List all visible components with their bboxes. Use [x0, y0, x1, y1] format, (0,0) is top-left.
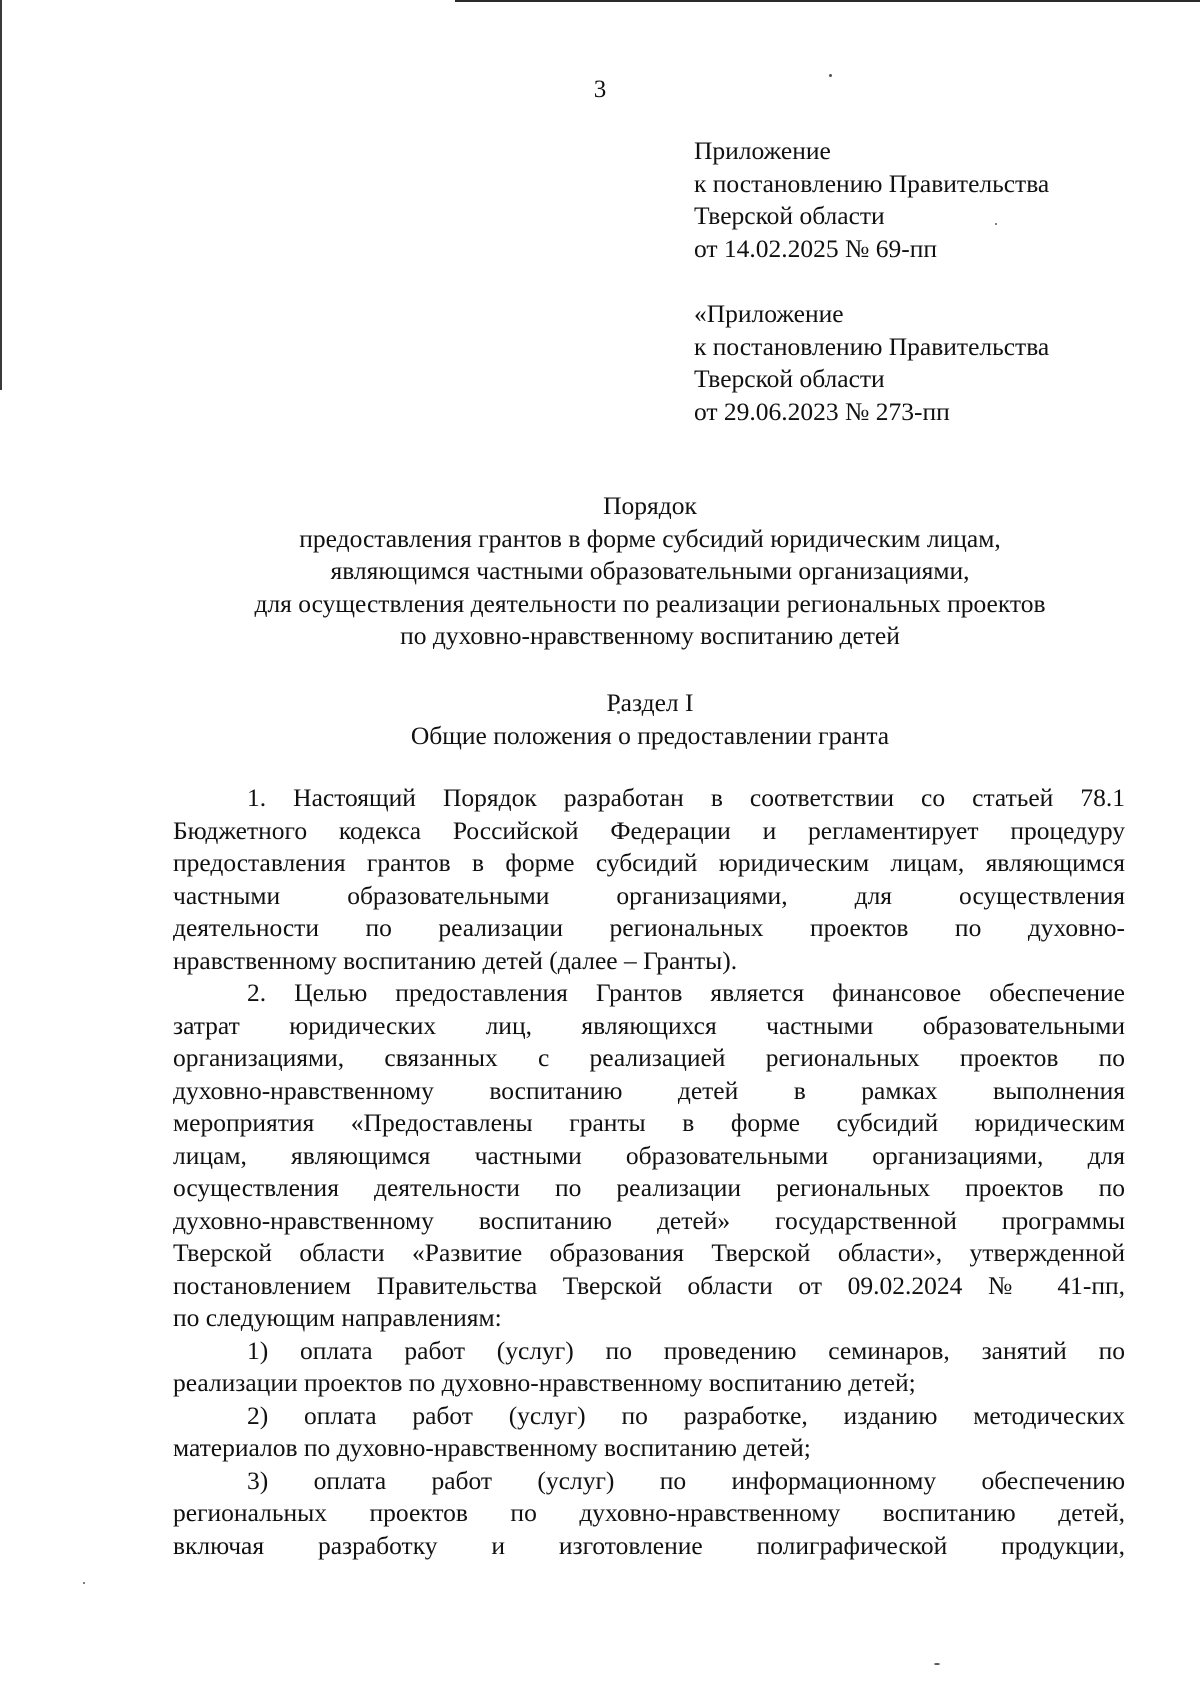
text-line: предоставления грантов в форме субсидий юридическим лицам, являющимся [173, 848, 1125, 877]
appendix-header [694, 135, 1049, 265]
text-line: 3) оплата работ (услуг) по информационному обеспечению [247, 1465, 1125, 1495]
appendix-line: Приложение [694, 136, 831, 165]
text-line: осуществления деятельности по реализации региональных проектов по [173, 1173, 1125, 1202]
appendix-line: «Приложение [694, 299, 844, 328]
document-body [173, 782, 1125, 1562]
scan-speck [83, 1582, 85, 1584]
text-line: постановлением Правительства Тверской области от 09.02.2024 № 41-пп, [173, 1270, 1125, 1300]
paragraph-2 [173, 977, 1125, 1335]
text-line: 1) оплата работ (услуг) по проведению семинаров, занятий по [247, 1335, 1125, 1365]
scan-edge-left [0, 0, 2, 390]
text-line: Тверской области «Развитие образования Тверской области», утвержденной [173, 1238, 1125, 1267]
text-line: частными образовательными организациями, для осуществления [173, 880, 1125, 910]
text-line: региональных проектов по духовно-нравственному воспитанию детей, [173, 1498, 1125, 1527]
title-line: по духовно-нравственному воспитанию детей [400, 621, 900, 650]
text-line: материалов по духовно-нравственному воспитанию детей; [173, 1433, 811, 1462]
appendix-line: Тверской области [694, 201, 885, 230]
title-line: являющимся частными образовательными организациями, [330, 556, 970, 585]
list-item-2 [173, 1400, 1125, 1465]
text-line: 2. Целью предоставления Грантов является финансовое обеспечение [247, 978, 1125, 1007]
document-title [150, 490, 1150, 653]
title-line: для осуществления деятельности по реализации региональных проектов [254, 588, 1046, 618]
appendix-line: к постановлению Правительства [694, 331, 1050, 361]
text-line: деятельности по реализации региональных проектов по духовно- [173, 913, 1125, 942]
text-line: лицам, являющимся частными образовательными организациями, для [173, 1140, 1125, 1170]
section-title: Общие положения о предоставлении гранта [410, 720, 890, 750]
appendix-line: от 29.06.2023 № 273-пп [694, 396, 950, 426]
text-line: затрат юридических лиц, являющихся частными образовательными [173, 1010, 1125, 1040]
text-line: по следующим направлениям: [173, 1303, 502, 1332]
list-item-3 [173, 1465, 1125, 1563]
text-line: духовно-нравственному воспитанию детей» государственной программы [173, 1205, 1125, 1235]
appendix-line: Тверской области [694, 364, 885, 393]
text-line: 2) оплата работ (услуг) по разработке, изданию методических [247, 1400, 1125, 1430]
appendix-header-original [694, 298, 1049, 428]
scan-edge-top [455, 0, 1200, 2]
text-line: организациями, связанных с реализацией региональных проектов по [173, 1043, 1125, 1072]
list-item-1 [173, 1335, 1125, 1400]
text-line: 1. Настоящий Порядок разработан в соответствии со статьей 78.1 [247, 783, 1125, 812]
section-heading [150, 687, 1150, 752]
text-line: Бюджетного кодекса Российской Федерации и регламентирует процедуру [173, 815, 1125, 845]
text-line: духовно-нравственному воспитанию детей в рамках выполнения [173, 1075, 1125, 1105]
appendix-line: от 14.02.2025 № 69-пп [694, 233, 938, 263]
title-line: Порядок [603, 491, 697, 520]
paragraph-1 [173, 782, 1125, 977]
text-line: нравственному воспитанию детей (далее – Гранты). [173, 945, 738, 975]
text-line: мероприятия «Предоставлены гранты в форме субсидий юридическим [173, 1108, 1125, 1137]
page-number: 3 [593, 76, 607, 103]
section-number: Раздел I [606, 688, 694, 717]
title-line: предоставления грантов в форме субсидий юридическим лицам, [299, 523, 1001, 553]
appendix-line: к постановлению Правительства [694, 168, 1050, 198]
scan-speck [934, 1663, 940, 1665]
text-line: реализации проектов по духовно-нравственному воспитанию детей; [173, 1368, 916, 1397]
text-line: включая разработку и изготовление полиграфической продукции, [173, 1530, 1125, 1560]
